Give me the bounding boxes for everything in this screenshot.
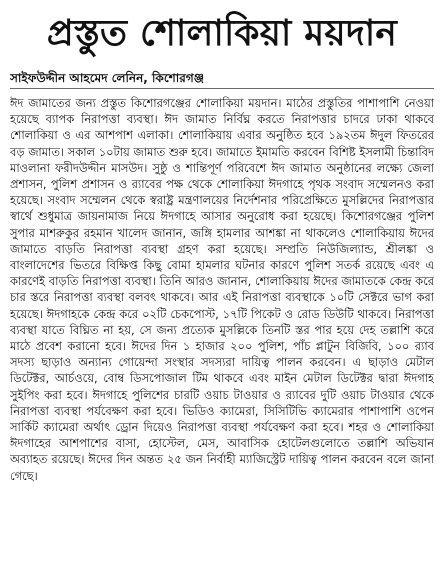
byline-bar (10, 70, 434, 89)
article-headline: প্রস্তুত শোলাকিয়া ময়দান (46, 13, 398, 54)
article-paragraph: ঈদ জামাতের জন্য প্রস্তুত কিশোরগঞ্জের শোলাকিয়া ময়দান। মাঠের প্রস্তুতির পাশাপাশি নেওয়া হয়েছে ব্যাপক নিরাপত্তা ব্যবস্থা। ঈদ জামাত নির্বিঘ্ন করতে নিরাপত্তার চাদরে ঢাকা থাকবে শোলাকিয়া ও এর আশপাশ এলাকা। শোলাকিয়ায় এবার অনুষ্ঠিত হবে ১৯২তম ঈদুল ফিতরের বড় জামাত। সকাল ১০টায় জামাত শুরু হবে। জামাতে ইমামতি করবেন বিশিষ্ট ইসলামী চিন্তাবিদ মাওলানা ফরীদউদ্দীন মাসউদ। সুষ্ঠু ও শান্তিপূর্ণ পরিবেশে ঈদ জামাত অনুষ্ঠানের লক্ষ্যে জেলা প্রশাসন, পুলিশ প্রশাসন ও র‍্যাবের পক্ষ থেকে শোলাকিয়া ঈদগাহে পৃথক সংবাদ সম্মেলনও করা হয়েছে। সংবাদ সম্মেলন থেকে স্বরাষ্ট্র মন্ত্রণালয়ের নির্দেশনার পরিপ্রেক্ষিতে মুসল্লিদের নিরাপত্তার স্বার্থে শুধুমাত্র জায়নামাজ নিয়ে ঈদগাহে আসার অনুরোধ করা হয়েছে। কিশোরগঞ্জের পুলিশ সুপার মাশরুকুর রহমান খালেদ জানান, জঙ্গি হামলার আশঙ্কা না থাকলেও শোলাকিয়ায় ঈদের জামাতে বাড়তি নিরাপত্তা ব্যবস্থা গ্রহণ করা হয়েছে। সম্প্রতি নিউজিল্যান্ড, শ্রীলঙ্কা ও বাংলাদেশের ভিতরে বিক্ষিপ্ত কিছু বোমা হামলার ঘটনার কারণে পুলিশ সতর্ক রয়েছে এবং এ কারণেই বাড়তি নিরাপত্তা ব্যবস্থা। তিনি আরও জানান, শোলাকিয়ায় ঈদের জামাতকে কেন্দ্র করে চার স্তরে নিরাপত্তা ব্যবস্থা বলবৎ থাকবে। আর এই নিরাপত্তা ব্যবস্থাকে ১০টি সেক্টরে ভাগ করা হয়েছে। ঈদগাহকে কেন্দ্র করে ০২টি চেকপোস্ট, ১৭টি পিকেট ও রোড ডিউটি থাকবে। নিরাপত্তা ব্যবস্থা যাতে বিঘ্নিত না হয়, সে জন্য প্রত্যেক মুসল্লিকে তিনটি স্তর পার হয়ে দেহ তল্লাশি করে মাঠে প্রবেশ করানো হবে। ঈদের দিন ১ হাজার ২০০ পুলিশ, পাঁচ প্লাটুন বিজিবি, ১০০ র‍্যাব সদস্য ছাড়াও অন্যান্য গোয়েন্দা সংস্থার সদস্যরা দায়িত্ব পালন করবেন। এ ছাড়াও মেটাল ডিটেক্টর, আর্চওয়ে, বোম্ব ডিসপোজাল টিম থাকবে এবং মাইন মেটাল ডিটেক্টর দ্বারা ঈদগাহ সুইপিং করা হবে। ঈদগাহে পুলিশের চারটি ওয়াচ টাওয়ার ও র‍্যাবের দুটি ওয়াচ টাওয়ার থেকে নিরাপত্তা ব্যবস্থা পর্যবেক্ষণ করা হবে। ভিডিও ক্যামেরা, সিসিটিভি ক্যামেরার পাশাপাশি ওপেন সার্কিট ক্যামেরা অর্থাৎ ড্রোন দিয়েও নিরাপত্তা ব্যবস্থা পর্যবেক্ষণ করা হবে। শহর ও শোলাকিয়া ঈদগাহের আশপাশের বাসা, হোস্টেল, মেস, আবাসিক হোটেলগুলোতে তল্লাশি অভিযান অব্যাহত রয়েছে। ঈদের দিন অন্তত ২৫ জন নির্বাহী ম্যাজিস্ট্রেট দায়িত্ব পালন করবেন বলে জানা গেছে। (10, 96, 434, 483)
article-byline: সাইফউদ্দীন আহমেদ লেনিন, কিশোরগঞ্জ (10, 71, 204, 85)
article-body (10, 95, 434, 565)
